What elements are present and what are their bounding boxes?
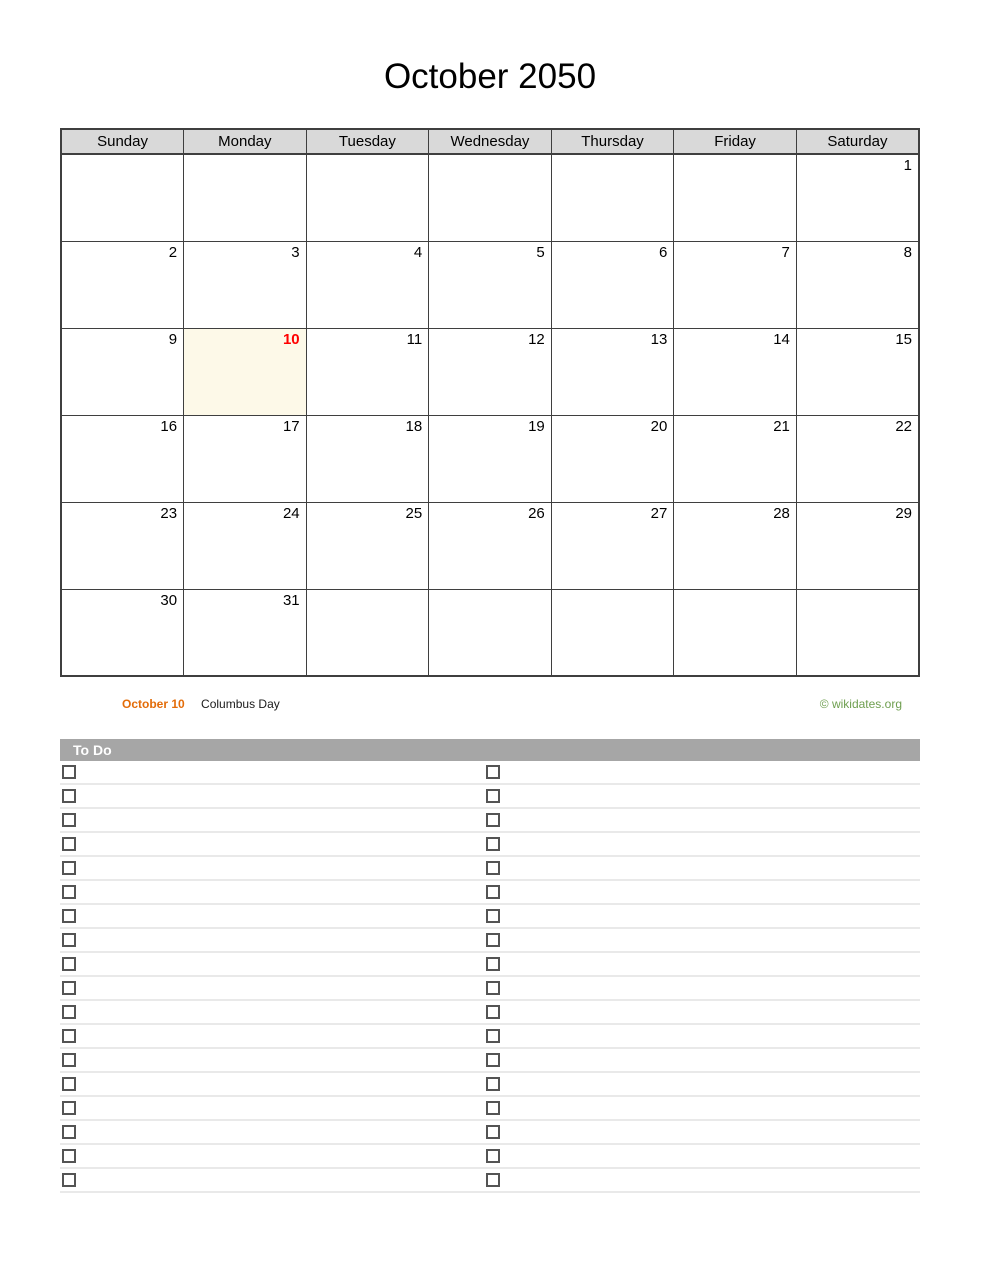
calendar-day-13 xyxy=(551,328,674,415)
todo-checkbox[interactable] xyxy=(62,765,76,779)
todo-cell xyxy=(484,1149,920,1163)
todo-checkbox[interactable] xyxy=(486,909,500,923)
todo-cell xyxy=(60,1173,484,1187)
todo-row xyxy=(60,977,920,1001)
todo-cell xyxy=(484,909,920,923)
calendar-day-31 xyxy=(184,589,307,676)
calendar-day-4 xyxy=(306,241,429,328)
todo-checkbox[interactable] xyxy=(62,933,76,947)
day-number: 15 xyxy=(895,330,912,348)
todo-cell xyxy=(60,1101,484,1115)
todo-checkbox[interactable] xyxy=(486,1005,500,1019)
calendar-day-20 xyxy=(551,415,674,502)
todo-cell xyxy=(60,933,484,947)
calendar-day-14 xyxy=(674,328,797,415)
page xyxy=(60,0,920,1193)
calendar-day-23 xyxy=(61,502,184,589)
day-number: 9 xyxy=(168,330,178,348)
day-number: 20 xyxy=(650,417,668,435)
todo-cell xyxy=(60,885,484,899)
calendar-day-9 xyxy=(61,328,184,415)
day-number: 12 xyxy=(528,330,545,348)
todo-row xyxy=(60,929,920,953)
calendar-day-19 xyxy=(429,415,552,502)
todo-checkbox[interactable] xyxy=(62,1077,76,1091)
calendar-empty-cell xyxy=(551,154,674,241)
calendar-day-3 xyxy=(184,241,307,328)
todo-checkbox[interactable] xyxy=(62,1101,76,1115)
calendar-day-8 xyxy=(796,241,919,328)
todo-checkbox[interactable] xyxy=(486,885,500,899)
todo-checkbox[interactable] xyxy=(62,1053,76,1067)
todo-row xyxy=(60,1097,920,1121)
todo-cell xyxy=(60,861,484,875)
todo-checkbox[interactable] xyxy=(62,1125,76,1139)
day-number: 28 xyxy=(773,504,790,522)
todo-row xyxy=(60,1121,920,1145)
todo-cell xyxy=(484,1077,920,1091)
day-number: 23 xyxy=(160,504,178,522)
day-number: 21 xyxy=(773,417,790,435)
calendar-day-10 xyxy=(184,328,307,415)
copyright-link[interactable]: © wikidates.org xyxy=(819,697,902,711)
todo-cell xyxy=(484,981,920,995)
todo-checkbox[interactable] xyxy=(486,1077,500,1091)
calendar-week-row-3 xyxy=(61,328,919,415)
calendar-empty-cell xyxy=(796,589,919,676)
todo-cell xyxy=(60,813,484,827)
calendar-empty-cell xyxy=(429,154,552,241)
todo-row xyxy=(60,881,920,905)
holiday-date: October 10 xyxy=(122,697,185,711)
todo-checkbox[interactable] xyxy=(486,1053,500,1067)
todo-cell xyxy=(484,1101,920,1115)
todo-checkbox[interactable] xyxy=(486,957,500,971)
day-header-friday: Friday xyxy=(674,129,797,154)
day-number: 6 xyxy=(658,243,668,261)
day-number: 22 xyxy=(895,417,912,435)
calendar-empty-cell xyxy=(674,589,797,676)
day-number: 1 xyxy=(903,157,912,174)
calendar-day-25 xyxy=(306,502,429,589)
todo-cell xyxy=(60,1029,484,1043)
todo-cell xyxy=(484,885,920,899)
todo-row xyxy=(60,1073,920,1097)
calendar-empty-cell xyxy=(61,154,184,241)
calendar-empty-cell xyxy=(429,589,552,676)
day-header-thursday: Thursday xyxy=(551,129,674,154)
calendar-day-24 xyxy=(184,502,307,589)
todo-cell xyxy=(484,861,920,875)
todo-checkbox[interactable] xyxy=(62,789,76,803)
calendar-day-5 xyxy=(429,241,552,328)
todo-row xyxy=(60,809,920,833)
day-header-sunday: Sunday xyxy=(61,129,184,154)
calendar-day-7 xyxy=(674,241,797,328)
calendar-day-2 xyxy=(61,241,184,328)
day-number: 3 xyxy=(291,243,300,261)
todo-row xyxy=(60,905,920,929)
calendar-day-29 xyxy=(796,502,919,589)
calendar-day-1 xyxy=(796,154,919,241)
calendar-body xyxy=(61,154,919,676)
todo-checkbox[interactable] xyxy=(62,957,76,971)
todo-checkbox[interactable] xyxy=(486,1125,500,1139)
todo-row xyxy=(60,1025,920,1049)
todo-cell xyxy=(484,837,920,851)
calendar-day-15 xyxy=(796,328,919,415)
day-number: 26 xyxy=(528,504,545,522)
calendar-day-21 xyxy=(674,415,797,502)
todo-cell xyxy=(484,1053,920,1067)
calendar-legend xyxy=(60,697,920,713)
page-title: October 2050 xyxy=(383,57,597,96)
calendar-day-11 xyxy=(306,328,429,415)
todo-row xyxy=(60,1169,920,1193)
calendar-day-26 xyxy=(429,502,552,589)
day-number: 5 xyxy=(536,243,545,261)
todo-checkbox[interactable] xyxy=(486,813,500,827)
todo-checkbox[interactable] xyxy=(486,1029,500,1043)
todo-cell xyxy=(60,1125,484,1139)
todo-checkbox[interactable] xyxy=(486,1173,500,1187)
day-number: 7 xyxy=(781,243,790,261)
day-number: 17 xyxy=(282,417,300,435)
todo-checkbox[interactable] xyxy=(62,981,76,995)
todo-checkbox[interactable] xyxy=(62,1029,76,1043)
todo-checkbox[interactable] xyxy=(62,837,76,851)
todo-checkbox[interactable] xyxy=(486,1101,500,1115)
todo-cell xyxy=(484,813,920,827)
calendar-empty-cell xyxy=(674,154,797,241)
holiday-name: Columbus Day xyxy=(201,697,280,711)
calendar-empty-cell xyxy=(306,589,429,676)
todo-cell xyxy=(484,765,920,779)
todo-checkbox[interactable] xyxy=(62,1005,76,1019)
todo-checkbox[interactable] xyxy=(486,837,500,851)
todo-cell xyxy=(484,957,920,971)
todo-checkbox[interactable] xyxy=(486,765,500,779)
calendar-week-row-4 xyxy=(61,415,919,502)
calendar-day-16 xyxy=(61,415,184,502)
todo-section xyxy=(60,739,920,1193)
todo-header: To Do xyxy=(60,739,920,761)
todo-cell xyxy=(60,765,484,779)
todo-cell xyxy=(60,1149,484,1163)
calendar-week-row-5 xyxy=(61,502,919,589)
day-header-saturday: Saturday xyxy=(796,129,919,154)
day-number: 25 xyxy=(405,504,423,522)
todo-cell xyxy=(60,837,484,851)
todo-checkbox[interactable] xyxy=(62,1173,76,1187)
todo-cell xyxy=(484,933,920,947)
day-number: 14 xyxy=(773,330,790,348)
todo-row xyxy=(60,857,920,881)
todo-row xyxy=(60,953,920,977)
calendar-week-row-1 xyxy=(61,154,919,241)
calendar-day-6 xyxy=(551,241,674,328)
day-header-wednesday: Wednesday xyxy=(429,129,552,154)
calendar-day-22 xyxy=(796,415,919,502)
calendar-week-row-6 xyxy=(61,589,919,676)
todo-cell xyxy=(60,1053,484,1067)
calendar-day-17 xyxy=(184,415,307,502)
todo-cell xyxy=(484,1125,920,1139)
todo-cell xyxy=(60,1077,484,1091)
calendar-day-18 xyxy=(306,415,429,502)
calendar-empty-cell xyxy=(551,589,674,676)
day-number: 10 xyxy=(282,330,300,348)
day-number: 24 xyxy=(282,504,300,522)
day-number: 27 xyxy=(650,504,668,522)
day-number: 4 xyxy=(413,243,423,261)
calendar-day-27 xyxy=(551,502,674,589)
todo-checkbox[interactable] xyxy=(486,981,500,995)
day-number: 29 xyxy=(895,504,912,522)
calendar-header-row xyxy=(61,129,919,154)
todo-list xyxy=(60,761,920,1193)
calendar-day-30 xyxy=(61,589,184,676)
day-number: 16 xyxy=(160,417,178,435)
calendar-empty-cell xyxy=(306,154,429,241)
day-number: 11 xyxy=(406,330,423,348)
todo-cell xyxy=(60,957,484,971)
todo-checkbox[interactable] xyxy=(486,933,500,947)
todo-row xyxy=(60,833,920,857)
calendar-table xyxy=(60,128,920,677)
day-number: 13 xyxy=(650,330,668,348)
todo-checkbox[interactable] xyxy=(62,909,76,923)
todo-cell xyxy=(60,981,484,995)
day-number: 30 xyxy=(160,591,178,609)
todo-checkbox[interactable] xyxy=(486,789,500,803)
todo-cell xyxy=(60,789,484,803)
todo-checkbox[interactable] xyxy=(62,861,76,875)
day-number: 2 xyxy=(168,243,178,261)
todo-row xyxy=(60,761,920,785)
todo-cell xyxy=(484,1029,920,1043)
todo-cell xyxy=(484,1005,920,1019)
todo-cell xyxy=(60,909,484,923)
todo-cell xyxy=(484,789,920,803)
day-number: 19 xyxy=(528,417,545,435)
todo-row xyxy=(60,1001,920,1025)
day-header-monday: Monday xyxy=(184,129,307,154)
todo-row xyxy=(60,785,920,809)
todo-checkbox[interactable] xyxy=(486,861,500,875)
day-number: 18 xyxy=(405,417,423,435)
todo-checkbox[interactable] xyxy=(62,813,76,827)
calendar-day-12 xyxy=(429,328,552,415)
calendar-day-28 xyxy=(674,502,797,589)
todo-cell xyxy=(60,1005,484,1019)
todo-checkbox[interactable] xyxy=(486,1149,500,1163)
todo-checkbox[interactable] xyxy=(62,885,76,899)
todo-cell xyxy=(484,1173,920,1187)
calendar-week-row-2 xyxy=(61,241,919,328)
todo-row xyxy=(60,1049,920,1073)
todo-checkbox[interactable] xyxy=(62,1149,76,1163)
todo-row xyxy=(60,1145,920,1169)
holiday-note xyxy=(122,697,280,711)
day-number: 31 xyxy=(282,591,300,609)
calendar-empty-cell xyxy=(184,154,307,241)
day-number: 8 xyxy=(903,243,912,261)
day-header-tuesday: Tuesday xyxy=(306,129,429,154)
